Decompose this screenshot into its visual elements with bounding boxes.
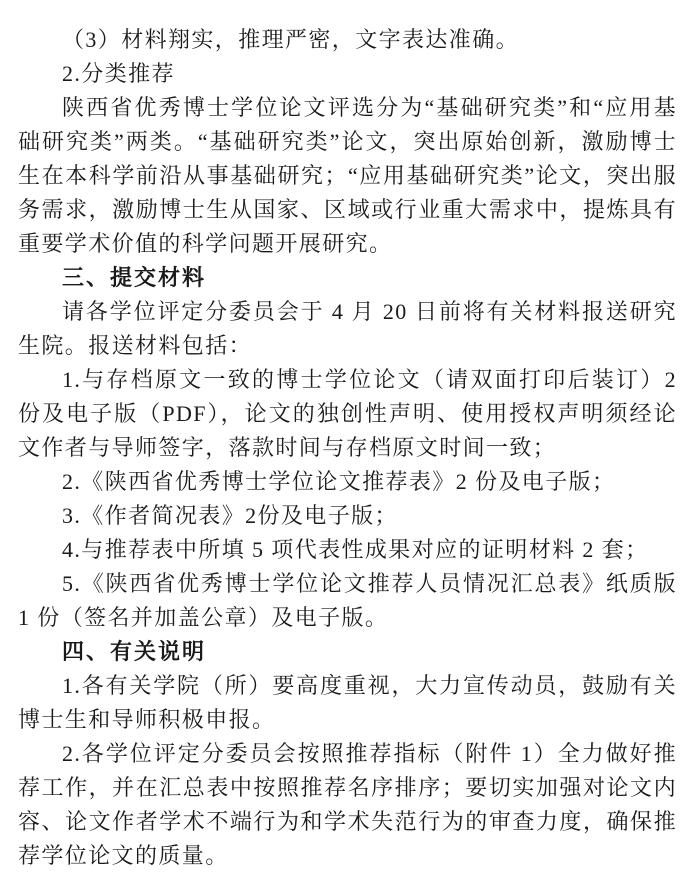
paragraph-material-3: 3.《作者简况表》2份及电子版；	[62, 503, 398, 528]
paragraph-note-2: 2.各学位评定分委员会按照推荐指标（附件 1）全力做好推荐工作，并在汇总表中按照推荐名序排序；要切实加强对论文内容、论文作者学术不端行为和学术失范行为的审查力度，确保推荐学位论文的质量。	[18, 741, 677, 868]
paragraph-classified-recommendation: 2.分类推荐	[62, 61, 175, 86]
paragraph-category-description: 陕西省优秀博士学位论文评选分为“基础研究类”和“应用基础研究类”两类。“基础研究类”论文，突出原始创新，激励博士生在本科学前沿从事基础研究；“应用基础研究类”论文，突出服务需求，激励博士生从国家、区域或行业重大需求中，提炼具有重要学术价值的科学问题开展研究。	[18, 95, 677, 256]
section-heading-notes: 四、有关说明	[62, 639, 207, 664]
paragraph-material-2: 2.《陕西省优秀博士学位论文推荐表》2 份及电子版；	[62, 469, 616, 494]
section-heading-submit-materials: 三、提交材料	[62, 265, 207, 290]
paragraph-material-4: 4.与推荐表中所填 5 项代表性成果对应的证明材料 2 套；	[62, 537, 649, 562]
paragraph-note-1: 1.各有关学院（所）要高度重视，大力宣传动员，鼓励有关博士生和导师积极申报。	[18, 673, 677, 732]
paragraph-item-3-criteria: （3）材料翔实，推理严密，文字表达准确。	[62, 27, 520, 52]
paragraph-material-1: 1.与存档原文一致的博士学位论文（请双面打印后装订）2 份及电子版（PDF），论文的独创性声明、使用授权声明须经论文作者与导师签字，落款时间与存档原文时间一致；	[18, 367, 677, 460]
paragraph-material-5: 5.《陕西省优秀博士学位论文推荐人员情况汇总表》纸质版 1 份（签名并加盖公章）及电子版。	[18, 571, 677, 630]
paragraph-deadline: 请各学位评定分委员会于 4 月 20 日前将有关材料报送研究生院。报送材料包括：	[18, 299, 677, 358]
